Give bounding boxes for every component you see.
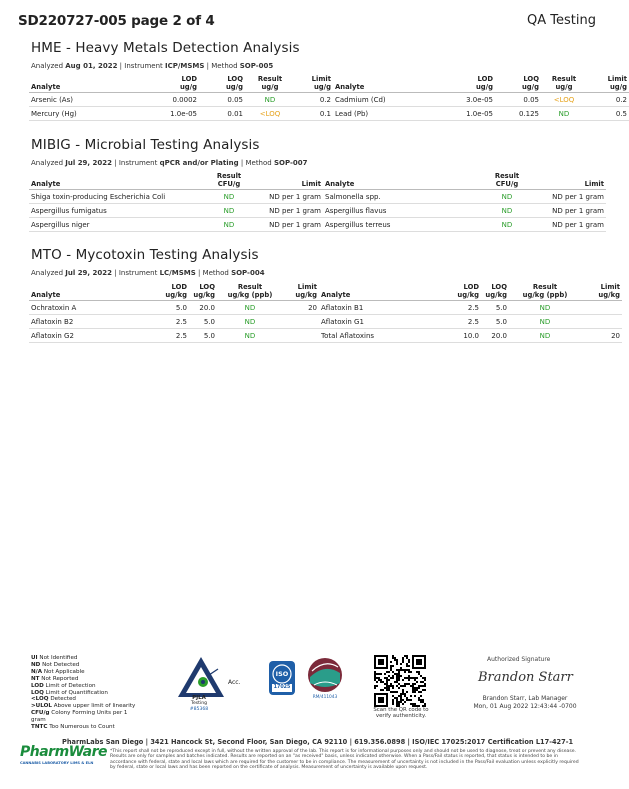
value-cell: ND — [199, 190, 259, 204]
signature-details: Brandon Starr, Lab Manager Mon, 01 Aug 2022 12:43:44 -0700 — [473, 695, 577, 710]
value-cell: 2.5 — [453, 315, 481, 329]
value-cell — [581, 301, 622, 315]
value-cell: ND per 1 gram — [537, 204, 606, 218]
signature-image: Brandon Starr — [478, 670, 573, 685]
value-cell: 2.5 — [161, 329, 189, 343]
pjla-name: PJLA — [192, 695, 206, 701]
pjla-badge — [176, 655, 246, 715]
value-cell: 10.0 — [453, 329, 481, 343]
column-header: Result ug/g — [245, 74, 295, 93]
logo-main: PharmWare — [20, 744, 108, 760]
value-cell: 0.125 — [495, 107, 541, 121]
value-cell: 0.2 — [295, 93, 333, 107]
value-cell: ND per 1 gram — [259, 218, 323, 232]
cert-badge — [304, 655, 346, 703]
value-cell: 0.1 — [295, 107, 333, 121]
legend-item: LOD Limit of Detection — [31, 682, 96, 689]
column-header: Result CFU/g — [199, 171, 259, 190]
table-row — [29, 301, 622, 315]
value-cell: 5.0 — [481, 315, 509, 329]
analyte-cell: Salmonella spp. — [323, 190, 477, 204]
value-cell: ND — [477, 218, 537, 232]
value-cell: ND — [477, 190, 537, 204]
table-row — [29, 93, 629, 107]
value-cell: ND per 1 gram — [259, 190, 323, 204]
value-cell: 5.0 — [481, 301, 509, 315]
value-cell — [283, 329, 319, 343]
report-id: SD220727-005 page 2 of 4 — [18, 13, 215, 29]
table-row — [29, 190, 606, 204]
abbreviation-legend — [31, 655, 143, 731]
value-cell: ND — [217, 329, 283, 343]
column-header: Result ug/g — [541, 74, 587, 93]
legend-item: CFU/g Colony Forming Units per 1 gram — [31, 710, 128, 724]
mibig-meta: Analyzed Jul 29, 2022 | Instrument qPCR and/or Plating | Method SOP-007 — [31, 159, 308, 167]
value-cell: <LOQ — [245, 107, 295, 121]
analyte-cell: Aflatoxin G2 — [29, 329, 161, 343]
column-header: Analyte — [323, 171, 477, 190]
cert-number: RM/411043 — [312, 695, 338, 700]
pjla-number: #85368 — [189, 707, 209, 712]
iso-number: 17025 — [273, 685, 291, 690]
column-header: LOQ ug/kg — [189, 282, 217, 301]
value-cell: 0.5 — [587, 107, 629, 121]
value-cell: 20.0 — [481, 329, 509, 343]
value-cell: 2.5 — [161, 315, 189, 329]
column-header: Analyte — [29, 74, 137, 93]
value-cell: ND — [199, 218, 259, 232]
qa-label: QA Testing — [527, 13, 596, 28]
analyte-cell: Lead (Pb) — [333, 107, 457, 121]
analyte-cell: Aspergillus fumigatus — [29, 204, 199, 218]
value-cell: 0.05 — [495, 93, 541, 107]
qr-code-icon[interactable] — [374, 655, 426, 707]
iso-label: ISO — [275, 670, 289, 678]
pjla-acc: Acc. — [228, 679, 241, 686]
mto-table — [29, 282, 622, 343]
legend-item: <LOQ Detected — [31, 696, 76, 703]
analyte-cell: Total Aflatoxins — [319, 329, 453, 343]
mto-title: MTO - Mycotoxin Testing Analysis — [31, 247, 259, 263]
analyte-cell: Mercury (Hg) — [29, 107, 137, 121]
analyte-cell: Aspergillus flavus — [323, 204, 477, 218]
column-header: Limit ug/kg — [283, 282, 319, 301]
value-cell: 0.01 — [199, 107, 245, 121]
column-header: Limit — [537, 171, 606, 190]
analyte-cell: Aflatoxin B1 — [319, 301, 453, 315]
analyte-cell: Shiga toxin-producing Escherichia Coli — [29, 190, 199, 204]
mibig-title: MIBIG - Microbial Testing Analysis — [31, 137, 260, 153]
value-cell: 2.5 — [453, 301, 481, 315]
legend-item: NT Not Reported — [31, 675, 79, 682]
column-header: LOD ug/kg — [453, 282, 481, 301]
analyte-cell: Cadmium (Cd) — [333, 93, 457, 107]
legend-item: ND Not Detected — [31, 661, 80, 668]
column-header: Limit ug/g — [587, 74, 629, 93]
value-cell: ND per 1 gram — [259, 204, 323, 218]
column-header: LOD ug/g — [137, 74, 199, 93]
disclaimer: *This report shall not be reproduced except in full, without the written approval of the lab. This report is for informational purposes only and should not be used to diagnose, treat or prevent any disease. Results are only for samples and batches indicated. Results are reported on an "as received" basis, unless indicated otherwise. When a Pass/Fail status is reported, that status is intended to be in accordance with federal, state and local laws which are required for the customer to be in compliance. The measurement of uncertainty is not included in the Pass/Fail evaluation unless explicitly required by federal, state or local laws and has been reported on the certificate of analysis. Measurement of uncertainty is available upon request. — [110, 749, 579, 770]
column-header: Limit — [259, 171, 323, 190]
value-cell: 0.2 — [587, 93, 629, 107]
value-cell: 0.0002 — [137, 93, 199, 107]
column-header: Analyte — [29, 282, 161, 301]
value-cell: 5.0 — [189, 329, 217, 343]
table-row — [29, 107, 629, 121]
value-cell: 20 — [581, 329, 622, 343]
value-cell: ND — [509, 329, 581, 343]
analyte-cell: Arsenic (As) — [29, 93, 137, 107]
pharmware-logo — [20, 744, 110, 770]
value-cell: ND — [477, 204, 537, 218]
column-header: Analyte — [333, 74, 457, 93]
iso-shield-icon — [268, 660, 296, 696]
iso-badge — [268, 660, 296, 696]
analyte-cell: Ochratoxin A — [29, 301, 161, 315]
value-cell: 20.0 — [189, 301, 217, 315]
value-cell — [283, 315, 319, 329]
column-header: LOQ ug/g — [199, 74, 245, 93]
signature-title: Authorized Signature — [487, 656, 551, 663]
value-cell — [581, 315, 622, 329]
legend-item: >ULOL Above upper limit of linearity — [31, 703, 136, 710]
column-header: Limit ug/kg — [581, 282, 622, 301]
legend-item: LOQ Limit of Quantification — [31, 689, 108, 696]
value-cell: 1.0e-05 — [137, 107, 199, 121]
value-cell: ND — [541, 107, 587, 121]
table-row — [29, 315, 622, 329]
table-row — [29, 218, 606, 232]
value-cell: ND per 1 gram — [537, 190, 606, 204]
column-header: Limit ug/g — [295, 74, 333, 93]
column-header: Analyte — [319, 282, 453, 301]
value-cell: 0.05 — [199, 93, 245, 107]
value-cell: ND — [245, 93, 295, 107]
pjla-testing: Testing — [190, 701, 208, 706]
lab-address: PharmLabs San Diego | 3421 Hancock St, Second Floor, San Diego, CA 92110 | 619.356.0898 | ISO/IEC 17025:2017 Certification L17-427-1 — [62, 738, 574, 746]
legend-item: TNTC Too Numerous to Count — [31, 724, 115, 731]
value-cell: 3.0e-05 — [457, 93, 495, 107]
table-row — [29, 204, 606, 218]
value-cell: 1.0e-05 — [457, 107, 495, 121]
value-cell: ND — [509, 301, 581, 315]
column-header: Result ug/kg (ppb) — [509, 282, 581, 301]
hme-table — [29, 74, 629, 121]
legend-item: N/A Not Applicable — [31, 668, 85, 675]
qr-caption: Scan the QR code to verify authenticity. — [373, 707, 429, 720]
value-cell: ND — [509, 315, 581, 329]
value-cell: <LOQ — [541, 93, 587, 107]
column-header: LOD ug/kg — [161, 282, 189, 301]
analyte-cell: Aspergillus niger — [29, 218, 199, 232]
value-cell: ND — [217, 301, 283, 315]
value-cell: 5.0 — [189, 315, 217, 329]
column-header: Result ug/kg (ppb) — [217, 282, 283, 301]
logo-sub: CANNABIS LABORATORY LIMS & ELN — [20, 761, 94, 765]
globe-icon — [304, 655, 346, 695]
column-header: LOQ ug/kg — [481, 282, 509, 301]
analyte-cell: Aflatoxin G1 — [319, 315, 453, 329]
analyte-cell: Aspergillus terreus — [323, 218, 477, 232]
hme-title: HME - Heavy Metals Detection Analysis — [31, 40, 300, 56]
column-header: LOD ug/g — [457, 74, 495, 93]
value-cell: 20 — [283, 301, 319, 315]
table-row — [29, 329, 622, 343]
analyte-cell: Aflatoxin B2 — [29, 315, 161, 329]
value-cell: ND per 1 gram — [537, 218, 606, 232]
hme-meta: Analyzed Aug 01, 2022 | Instrument ICP/MSMS | Method SOP-005 — [31, 62, 274, 70]
pjla-logo-icon — [176, 655, 246, 700]
legend-item: UI Not Identified — [31, 655, 78, 661]
value-cell: ND — [199, 204, 259, 218]
column-header: Analyte — [29, 171, 199, 190]
column-header: Result CFU/g — [477, 171, 537, 190]
mto-meta: Analyzed Jul 29, 2022 | Instrument LC/MSMS | Method SOP-004 — [31, 269, 265, 277]
value-cell: 5.0 — [161, 301, 189, 315]
mibig-table — [29, 171, 606, 232]
column-header: LOQ ug/g — [495, 74, 541, 93]
value-cell: ND — [217, 315, 283, 329]
